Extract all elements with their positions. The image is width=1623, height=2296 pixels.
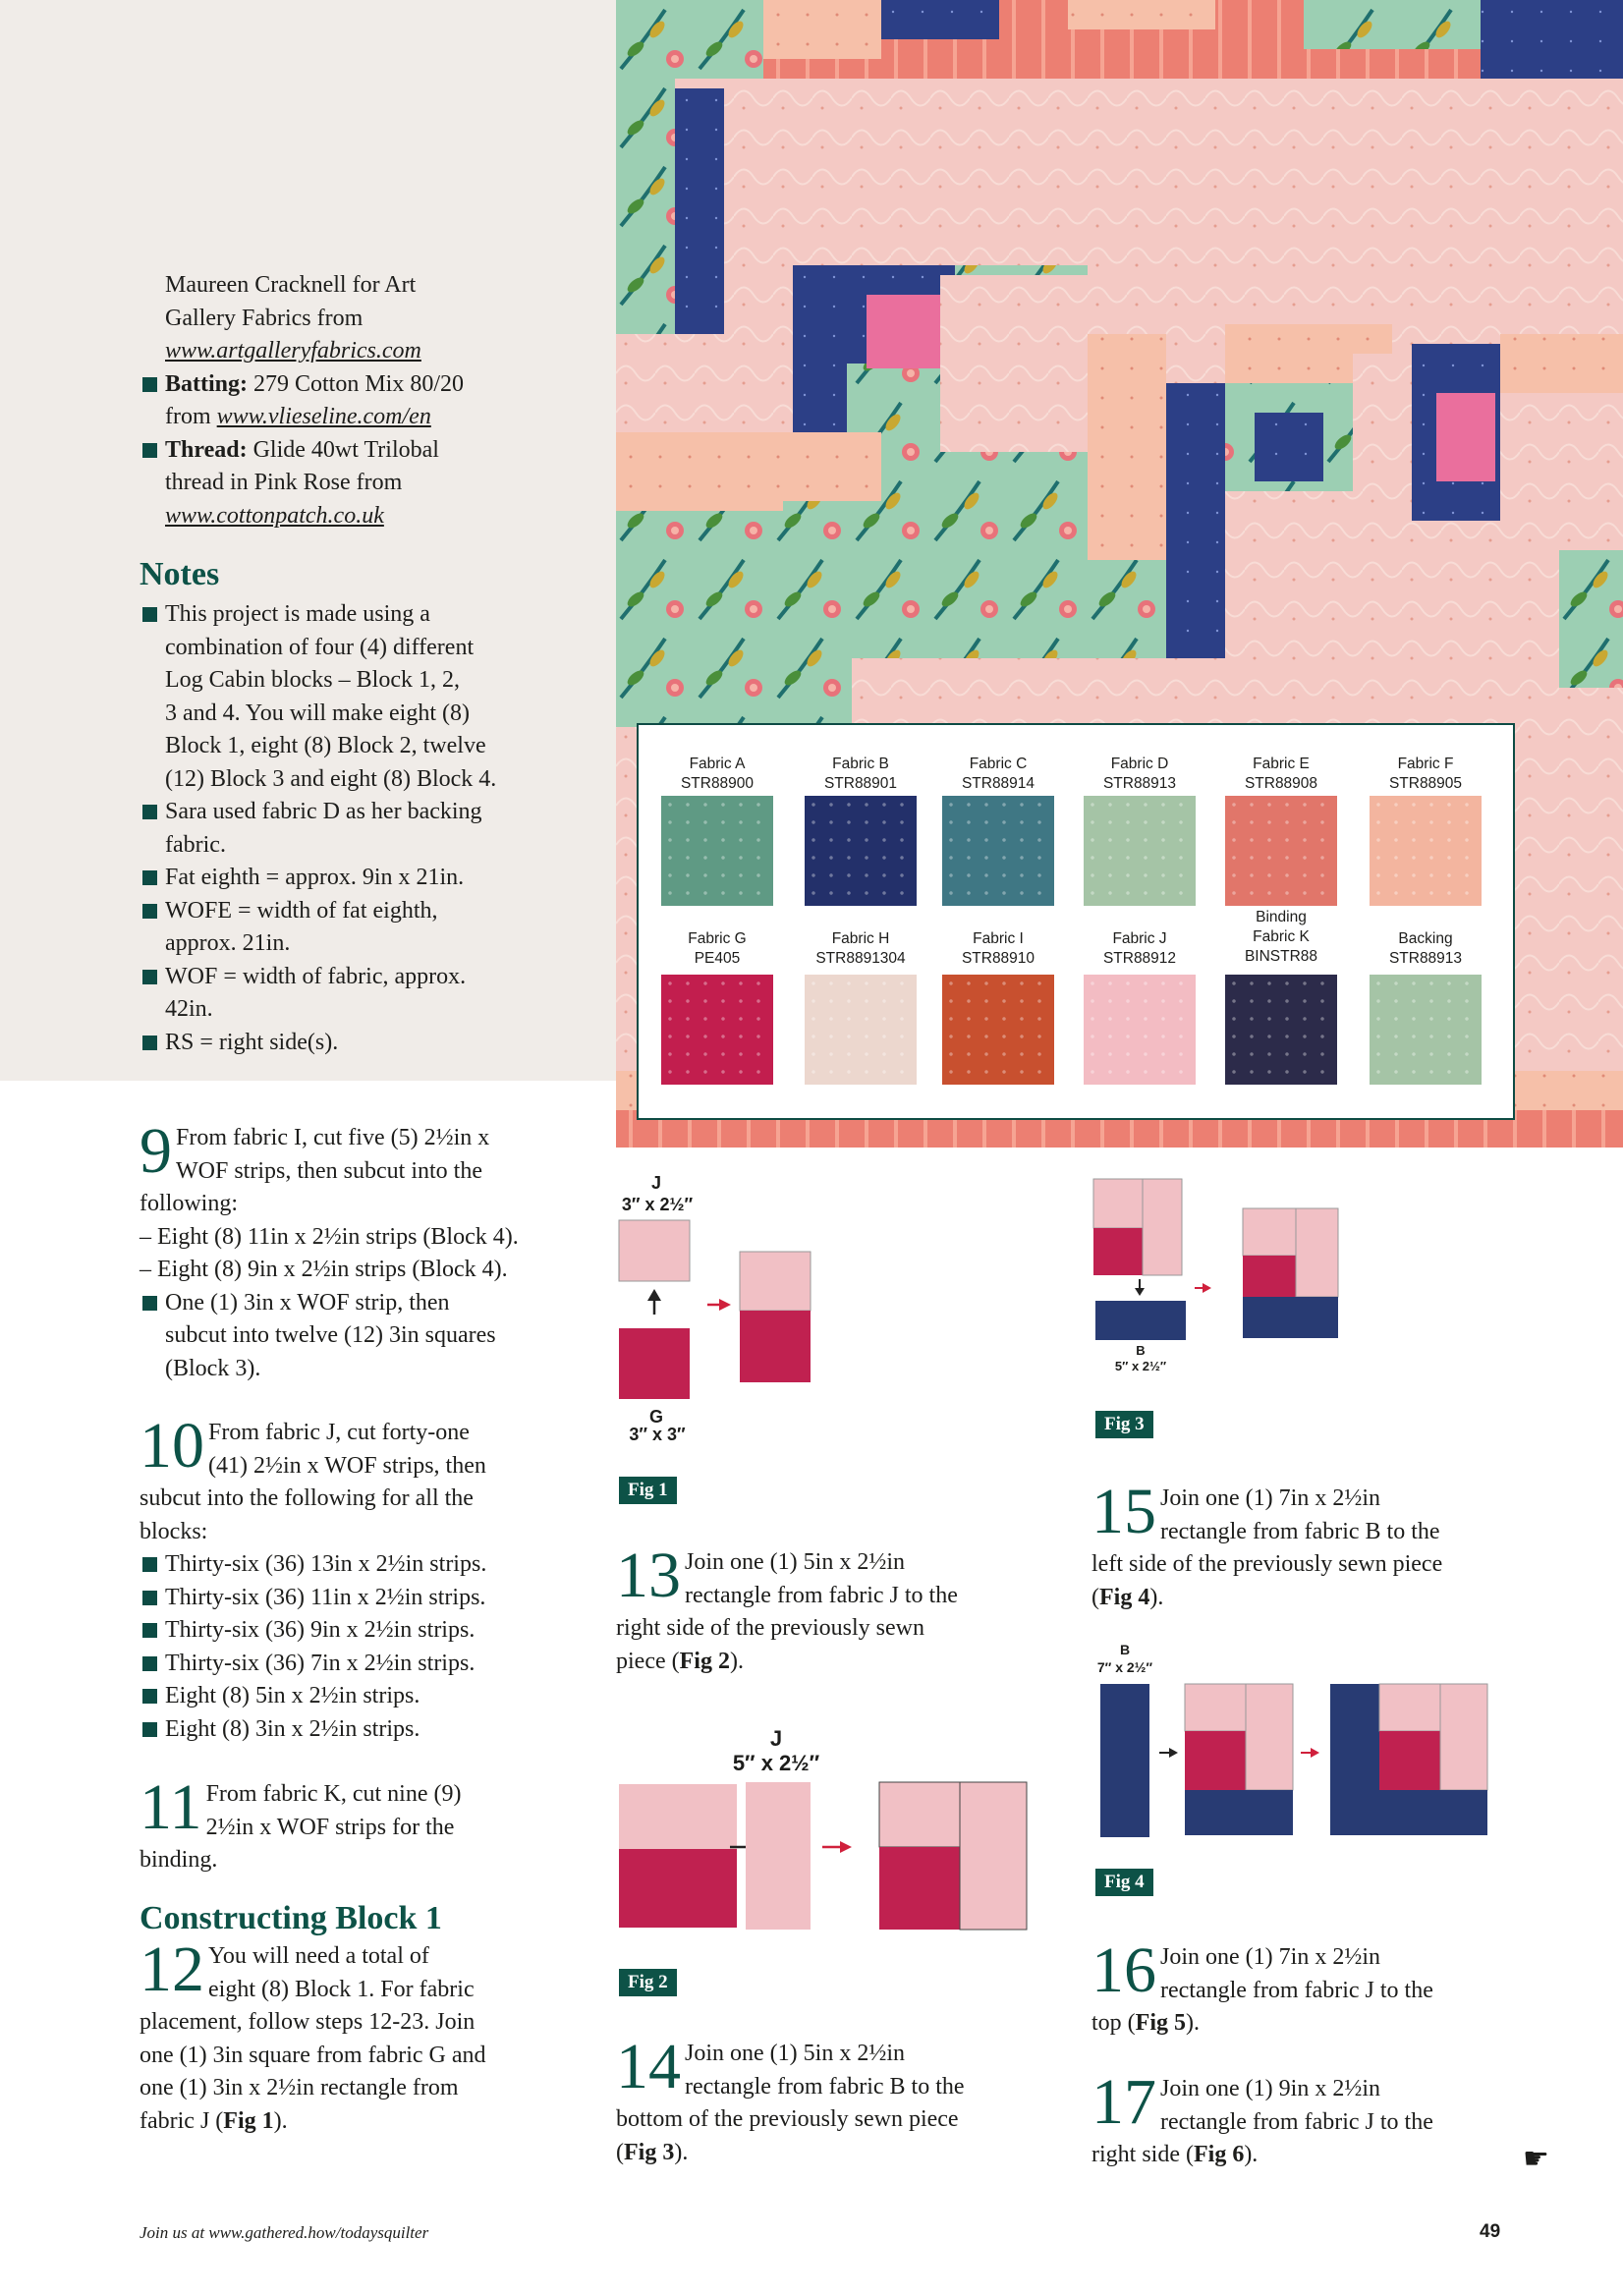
step-line: following:: [140, 1191, 238, 1216]
step-last-line: [616, 2137, 1048, 2170]
fabric-b-strip: [1100, 1684, 1149, 1837]
step-line: rectangle from fabric J to the: [1160, 2108, 1433, 2135]
step-line: one (1) 3in square from fabric G and: [140, 2042, 486, 2068]
fig1-top-letter: J: [650, 1173, 661, 1193]
step-line: right side of the previously sewn: [616, 1615, 924, 1641]
swatch-code: STR88900: [680, 775, 755, 792]
step-bullet-cont: subcut into twelve (12) 3in squares: [165, 1322, 496, 1348]
fabric-g-square: [619, 1849, 737, 1928]
fig1-result: [739, 1251, 815, 1384]
right-arrow-head-icon: [1311, 1748, 1319, 1758]
step-16: [1091, 1934, 1524, 2041]
step-number: 12: [140, 1933, 204, 2005]
thread-item: [140, 434, 591, 468]
fabric-j-rect: [619, 1784, 737, 1849]
step-12: [140, 1933, 572, 2138]
swatch-name: Fabric F: [1397, 756, 1454, 772]
fig-ref: Fig 3: [624, 2139, 675, 2165]
step-number: 17: [1091, 2066, 1156, 2138]
step-text: ).: [273, 2107, 288, 2134]
step-number: 10: [140, 1410, 204, 1482]
fig3-label: Fig 3: [1095, 1411, 1153, 1438]
fabric-swatch: [1370, 796, 1482, 906]
step-line: Join one (1) 5in x 2½in: [685, 1549, 905, 1575]
step-line: binding.: [140, 1847, 218, 1873]
note-item-cont: Block 1, eight (8) Block 2, twelve: [165, 733, 486, 758]
batting-label: Batting:: [165, 370, 248, 397]
swatch-name: Fabric E: [1253, 756, 1310, 772]
fabric-b-strip: [1185, 1790, 1293, 1835]
fabric-j-rect: [1093, 1179, 1143, 1228]
supplier-line: Maureen Cracknell for Art: [165, 272, 417, 298]
fig1-bottom-dim: 3″ x 3″: [629, 1425, 686, 1444]
fig4-letter: B: [1119, 1642, 1131, 1657]
swatch-code: PE405: [694, 950, 741, 967]
note-item: This project is made using a: [140, 598, 591, 632]
fig3-dim: 5″ x 2½″: [1114, 1359, 1167, 1373]
swatch-name: Fabric D: [1110, 756, 1169, 772]
fabric-j-rect: [1379, 1684, 1440, 1731]
step-text: fabric J (: [140, 2107, 224, 2134]
fabric-j-strip: [1296, 1208, 1338, 1297]
thread-text: Glide 40wt Trilobal: [252, 436, 439, 463]
fig4-diagram: [1098, 1682, 1491, 1839]
step-bullet: Thirty-six (36) 9in x 2½in strips.: [140, 1614, 572, 1648]
fabric-j-strip: [1246, 1684, 1293, 1790]
step-line: From fabric K, cut nine (9): [205, 1781, 462, 1807]
step-text: right side (: [1091, 2142, 1194, 2167]
step-line: From fabric J, cut forty-one: [208, 1420, 470, 1445]
step-number: 11: [140, 1771, 202, 1843]
fabric-j-rect: [619, 1220, 690, 1281]
fig1-top-dim: 3″ x 2½″: [621, 1195, 694, 1214]
fig3-letter: B: [1136, 1343, 1146, 1358]
step-text: ).: [1186, 2010, 1200, 2036]
step-subitem: – Eight (8) 9in x 2½in strips (Block 4).: [140, 1257, 508, 1282]
step-number: 13: [616, 1540, 681, 1611]
swatch-label: [648, 755, 786, 794]
supplier-info: [140, 269, 591, 532]
step-line: Join one (1) 9in x 2½in: [1160, 2076, 1380, 2101]
step-line: You will need a total of: [208, 1943, 429, 1969]
right-arrow-head-icon: [719, 1299, 731, 1311]
swatch-code: BINSTR88: [1244, 948, 1318, 965]
step-line: From fabric I, cut five (5) 2½in x: [176, 1125, 490, 1150]
step-line: left side of the previously sewn piece: [1091, 1551, 1443, 1577]
fabric-b-strip: [1330, 1684, 1379, 1835]
step-text: ).: [1149, 1584, 1164, 1610]
swatch-label: [1357, 929, 1494, 969]
swatch-name: Fabric J: [1112, 930, 1167, 947]
fig2-label: Fig 2: [619, 1969, 677, 1996]
note-item: WOF = width of fabric, approx.: [140, 961, 591, 994]
step-bullet: One (1) 3in x WOF strip, then: [140, 1287, 572, 1320]
fabric-j-rect: [1185, 1684, 1246, 1731]
swatch-name: Fabric H: [831, 930, 890, 947]
note-item-cont: fabric.: [165, 831, 226, 858]
right-arrow-head-icon: [1203, 1283, 1211, 1293]
section-heading: Constructing Block 1: [140, 1900, 442, 1936]
fabric-j-rect: [1243, 1208, 1296, 1256]
fig4-dim: 7″ x 2½″: [1096, 1659, 1153, 1675]
swatch-code: STR88908: [1244, 775, 1318, 792]
swatch-name: Fabric B: [832, 756, 889, 772]
step-line: subcut into the following for all the: [140, 1485, 474, 1511]
fig2-dim: 5″ x 2½″: [732, 1751, 820, 1775]
swatch-label: [1357, 755, 1494, 794]
step-bullet-cont: (Block 3).: [165, 1355, 261, 1381]
swatch-label: [1071, 929, 1208, 969]
swatch-code: STR88914: [961, 775, 1035, 792]
swatch-label: [792, 755, 929, 794]
supplier-link[interactable]: www.artgalleryfabrics.com: [165, 338, 421, 364]
fabric-g-square: [1243, 1256, 1296, 1297]
fabric-g-square: [740, 1311, 811, 1382]
fabric-g-square: [1379, 1731, 1440, 1790]
step-text: (: [1091, 1584, 1099, 1610]
step-text: ).: [729, 1648, 744, 1674]
step-last-line: [1091, 2139, 1524, 2172]
step-bullet: Thirty-six (36) 7in x 2½in strips.: [140, 1648, 572, 1681]
note-item-cont: combination of four (4) different: [165, 634, 475, 660]
fabric-b-strip: [1095, 1301, 1186, 1340]
step-line: blocks:: [140, 1518, 208, 1544]
fabric-j-strip: [1143, 1179, 1182, 1275]
step-line: bottom of the previously sewn piece: [616, 2106, 959, 2132]
step-text: (: [616, 2139, 624, 2165]
down-arrow-head-icon: [1135, 1288, 1145, 1296]
fabric-swatch: [805, 975, 917, 1085]
thread-label: Thread:: [165, 436, 248, 463]
swatch-code: STR88913: [1102, 775, 1177, 792]
step-last-line: [1091, 2007, 1524, 2041]
fabric-swatch: [661, 796, 773, 906]
step-line: Join one (1) 5in x 2½in: [685, 2041, 905, 2066]
step-line: WOF strips, then subcut into the: [176, 1157, 482, 1184]
notes-heading: Notes: [140, 556, 220, 592]
note-item: Fat eighth = approx. 9in x 21in.: [140, 862, 591, 895]
fig1-label: Fig 1: [619, 1477, 677, 1504]
note-item: Sara used fabric D as her backing: [140, 796, 591, 829]
note-item: RS = right side(s).: [140, 1027, 591, 1060]
pointing-hand-icon: ☛: [1523, 2142, 1549, 2176]
swatch-label: [1071, 755, 1208, 794]
fabric-b-strip: [1379, 1790, 1487, 1835]
step-line: eight (8) Block 1. For fabric: [208, 1976, 475, 2002]
swatch-name: Fabric G: [688, 930, 747, 947]
step-14: [616, 2031, 1048, 2169]
supplier-line: Gallery Fabrics from: [165, 305, 364, 331]
batting-text: 279 Cotton Mix 80/20: [253, 370, 465, 397]
thread-line2: thread in Pink Rose from: [165, 470, 403, 495]
swatch-name: Fabric A: [689, 756, 746, 772]
fig-ref: Fig 1: [223, 2107, 274, 2134]
right-arrow-head-icon: [1169, 1748, 1178, 1758]
step-text: top (: [1091, 2010, 1136, 2036]
note-item-cont: approx. 21in.: [165, 930, 291, 956]
swatch-label: [648, 929, 786, 969]
fabric-swatch: [1225, 975, 1337, 1085]
fabric-g-square: [1093, 1228, 1143, 1275]
step-15: [1091, 1476, 1524, 1614]
step-line: rectangle from fabric B to the: [1160, 1518, 1440, 1544]
fabric-swatch: [1084, 796, 1196, 906]
fabric-g-square: [1185, 1731, 1246, 1790]
swatch-code: STR8891304: [815, 950, 906, 967]
note-item: WOFE = width of fat eighth,: [140, 895, 591, 928]
swatch-label: [1212, 755, 1350, 794]
batting-from: from: [165, 404, 211, 429]
step-bullet: Eight (8) 5in x 2½in strips.: [140, 1680, 572, 1713]
fig3-diagram: [1092, 1177, 1368, 1344]
step-17: [1091, 2066, 1524, 2172]
fabric-swatch: [805, 796, 917, 906]
step-11: [140, 1771, 572, 1877]
fabric-swatch: [942, 796, 1054, 906]
swatch-label: [1212, 908, 1350, 967]
swatch-name: Fabric C: [969, 756, 1028, 772]
fabric-b-strip: [1243, 1297, 1338, 1338]
notes-list: [140, 598, 591, 1059]
swatch-code: STR88901: [823, 775, 898, 792]
swatch-name: Fabric I: [973, 930, 1024, 947]
swatch-code: STR88913: [1388, 950, 1463, 967]
step-line: Join one (1) 7in x 2½in: [1160, 1944, 1380, 1970]
swatch-label: [929, 929, 1067, 969]
note-item-cont: 3 and 4. You will make eight (8): [165, 700, 470, 726]
step-text: ).: [674, 2139, 689, 2165]
fabric-j-strip: [746, 1782, 811, 1930]
note-item-cont: 42in.: [165, 996, 213, 1022]
fig-ref: Fig 4: [1099, 1584, 1150, 1610]
swatch-code: STR88912: [1102, 950, 1177, 967]
step-number: 16: [1091, 1934, 1156, 2006]
step-last-line: [616, 1646, 1048, 1679]
step-line: 2½in x WOF strips for the: [205, 1814, 455, 1840]
step-line: placement, follow steps 12-23. Join: [140, 2009, 476, 2035]
up-arrow-head-icon: [647, 1289, 661, 1301]
fabric-g-square: [619, 1328, 690, 1399]
batting-item: [140, 368, 591, 402]
step-line: rectangle from fabric J to the: [1160, 1977, 1433, 2003]
step-last-line: [1091, 1582, 1524, 1615]
step-number: 15: [1091, 1476, 1156, 1547]
step-subitem: – Eight (8) 11in x 2½in strips (Block 4).: [140, 1223, 519, 1250]
step-10: [140, 1410, 572, 1746]
swatch-label: [929, 755, 1067, 794]
fabric-j-rect: [740, 1252, 811, 1311]
step-line: rectangle from fabric J to the: [685, 1582, 958, 1608]
step-13: [616, 1540, 1048, 1678]
swatch-code: STR88905: [1388, 775, 1463, 792]
batting-link[interactable]: www.vlieseline.com/en: [216, 404, 431, 429]
fig2-strips: [744, 1780, 1038, 1932]
fabric-j-rect: [879, 1782, 960, 1847]
step-line: Join one (1) 7in x 2½in: [1160, 1485, 1380, 1511]
step-bullet: Thirty-six (36) 11in x 2½in strips.: [140, 1582, 572, 1615]
swatch-name: Binding Fabric K: [1253, 909, 1310, 945]
step-text: piece (: [616, 1648, 680, 1674]
fig2-letter: J: [769, 1726, 783, 1751]
note-item-cont: (12) Block 3 and eight (8) Block 4.: [165, 765, 497, 792]
swatch-code: STR88910: [961, 950, 1035, 967]
fabric-swatch: [1225, 796, 1337, 906]
step-number: 9: [140, 1115, 172, 1187]
page-number: 49: [1480, 2221, 1501, 2242]
fabric-swatch: [1370, 975, 1482, 1085]
step-line: one (1) 3in x 2½in rectangle from: [140, 2075, 459, 2100]
batting-line2: [140, 401, 591, 434]
step-9: [140, 1115, 572, 1385]
swatch-name: Backing: [1398, 930, 1453, 947]
swatch-label: [792, 929, 929, 969]
fabric-swatch: [942, 975, 1054, 1085]
step-number: 14: [616, 2031, 681, 2102]
step-bullet: Eight (8) 3in x 2½in strips.: [140, 1713, 572, 1747]
step-line: rectangle from fabric B to the: [685, 2073, 965, 2100]
note-item-cont: Log Cabin blocks – Block 1, 2,: [165, 667, 460, 693]
step-last-line: [140, 2105, 572, 2139]
fig-ref: Fig 6: [1193, 2142, 1245, 2167]
fig4-label: Fig 4: [1095, 1869, 1153, 1896]
fabric-j-strip: [1440, 1684, 1487, 1790]
fabric-swatch: [661, 975, 773, 1085]
step-line: (41) 2½in x WOF strips, then: [208, 1452, 486, 1479]
step-bullet: Thirty-six (36) 13in x 2½in strips.: [140, 1548, 572, 1582]
fig-ref: Fig 5: [1135, 2010, 1186, 2036]
footer-text: Join us at www.gathered.how/todaysquilter: [140, 2223, 429, 2242]
fabric-swatch: [1084, 975, 1196, 1085]
fabric-g-square: [879, 1847, 960, 1930]
step-text: ).: [1244, 2142, 1259, 2167]
fig-ref: Fig 2: [679, 1648, 730, 1674]
fig1-bottom-letter: G: [648, 1407, 663, 1427]
thread-link[interactable]: www.cottonpatch.co.uk: [165, 502, 384, 529]
right-arrow-head-icon: [840, 1841, 852, 1853]
fabric-j-strip: [960, 1782, 1027, 1930]
